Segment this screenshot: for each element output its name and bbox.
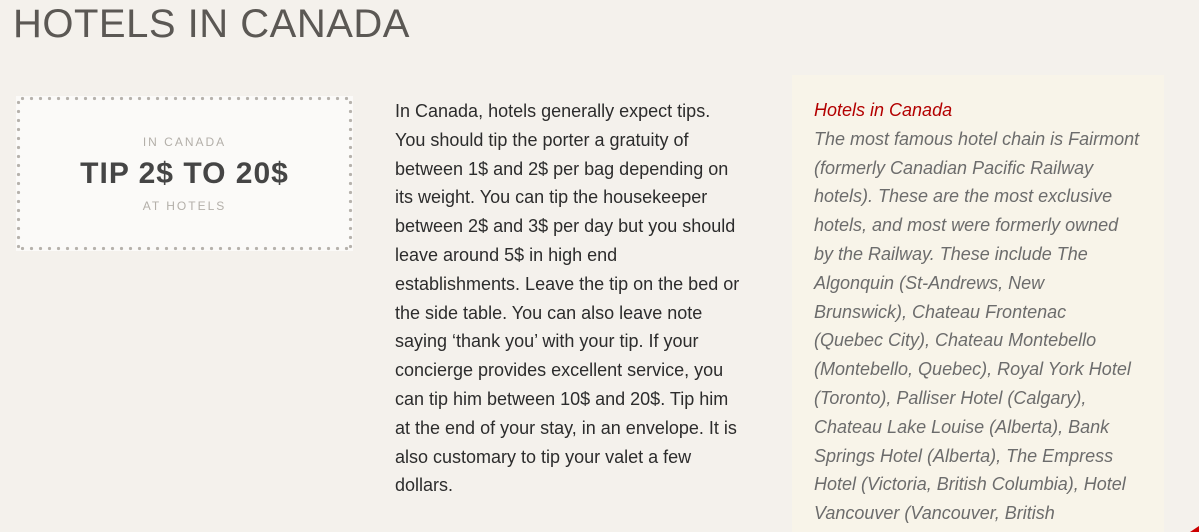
sidebar-paragraph: The most famous hotel chain is Fairmont (formerly Canadian Pacific Railway hotels). These are the most exclusive hotels, and most were formerly owned by the Railway. These include The Algonquin (St-Andrews, New Brunswick), Chateau Frontenac (Quebec City), Chateau Montebello (Montebello, Quebec), Royal York Hotel (Toronto), Palliser Hotel (Calgary), Chateau Lake Louise (Alberta), Bank Springs Hotel (Alberta), The Empress Hotel (Victoria, British Columbia), Hotel Vancouver (Vancouver, British — [814, 128, 1140, 524]
sidebar-heading: Hotels in Canada — [814, 100, 953, 120]
coupon-bottom-label: AT HOTELS — [142, 198, 227, 213]
page-title: HOTELS IN CANADA — [13, 2, 410, 46]
hotels-info-sidebar — [792, 75, 1164, 532]
coupon-amount-label: TIP 2$ TO 20$ — [80, 156, 289, 190]
coupon-top-label: IN CANADA — [142, 134, 227, 149]
tipping-advice-paragraph: In Canada, hotels generally expect tips. You should tip the porter a gratuity of between 1$ and 2$ per bag depending on its weight. You can tip the housekeeper between 2$ and 3$ per day but you should leave around 5$ in high end establishments. Leave the tip on the bed or the side table. You can also leave note saying ‘thank you’ with your tip. If your concierge provides excellent service, you can tip him between 10$ and 20$. Tip him at the end of your stay, in an envelope. It is also customary to tip your valet a few dollars. — [395, 101, 740, 496]
tip-amount-coupon — [16, 96, 353, 251]
corner-artifact — [1190, 526, 1199, 532]
